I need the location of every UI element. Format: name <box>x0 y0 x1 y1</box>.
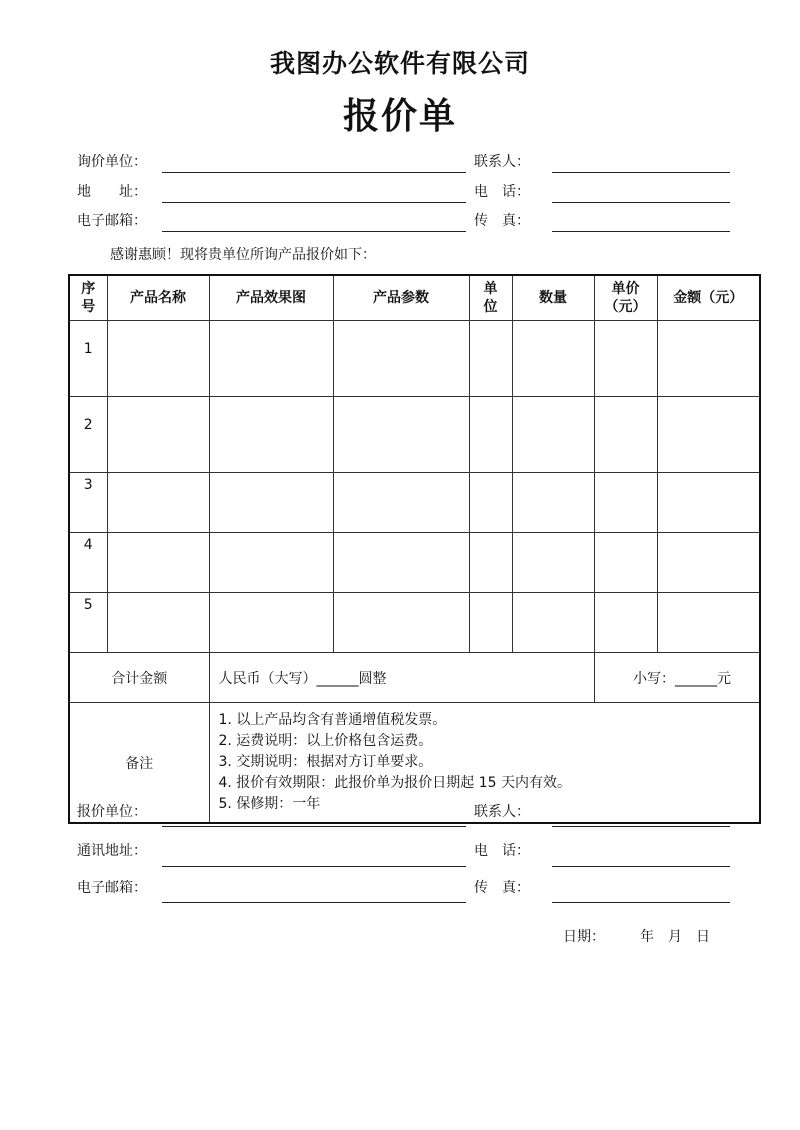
amount-cell[interactable] <box>657 593 760 653</box>
contact-label: 联系人： <box>474 154 530 170</box>
address-label: 地 址： <box>77 184 147 200</box>
total-label: 合计金额 <box>69 653 209 703</box>
product-name-cell[interactable] <box>107 473 209 533</box>
table-row <box>69 321 760 397</box>
footer-address-field[interactable] <box>162 866 466 867</box>
quote-table <box>68 274 761 824</box>
fax-field[interactable] <box>552 231 730 232</box>
price-cell[interactable] <box>594 321 657 397</box>
unit-cell[interactable] <box>469 321 512 397</box>
row-index: 3 <box>69 473 107 533</box>
amount-cell[interactable] <box>657 397 760 473</box>
col-qty-header: 数量 <box>512 275 594 321</box>
table-row <box>69 533 760 593</box>
remark-line: 3. 交期说明：根据对方订单要求。 <box>218 754 433 770</box>
total-row <box>69 653 760 703</box>
row-index: 4 <box>69 533 107 593</box>
qty-cell[interactable] <box>512 593 594 653</box>
row-index: 5 <box>69 593 107 653</box>
remark-row <box>69 703 760 824</box>
col-name-header: 产品名称 <box>107 275 209 321</box>
footer-email-label: 电子邮箱： <box>77 880 147 896</box>
date-field[interactable]: 日期： 年 月 日 <box>563 929 710 945</box>
footer-fax-label: 传 真： <box>474 880 530 896</box>
quote-unit-field[interactable] <box>162 826 466 827</box>
company-name: 我图办公软件有限公司 <box>269 49 530 78</box>
col-params-header: 产品参数 <box>333 275 469 321</box>
product-name-cell[interactable] <box>107 593 209 653</box>
product-params-cell[interactable] <box>333 593 469 653</box>
phone-label: 电 话： <box>474 184 530 200</box>
price-cell[interactable] <box>594 473 657 533</box>
product-params-cell[interactable] <box>333 533 469 593</box>
product-params-cell[interactable] <box>333 397 469 473</box>
footer-contact-label: 联系人： <box>474 804 530 820</box>
price-cell[interactable] <box>594 533 657 593</box>
total-rmb-field[interactable]: 人民币（大写）______圆整 <box>209 653 594 703</box>
document-title: 报价单 <box>342 96 457 137</box>
remark-line: 4. 报价有效期限：此报价单为报价日期起 15 天内有效。 <box>218 775 572 791</box>
qty-cell[interactable] <box>512 397 594 473</box>
quote-unit-label: 报价单位： <box>77 804 147 820</box>
product-name-cell[interactable] <box>107 321 209 397</box>
product-image-cell[interactable] <box>209 473 333 533</box>
footer-email-field[interactable] <box>162 902 466 903</box>
amount-cell[interactable] <box>657 533 760 593</box>
intro-text: 感谢惠顾！现将贵单位所询产品报价如下： <box>110 247 376 263</box>
footer-address-label: 通讯地址： <box>77 843 147 859</box>
qty-cell[interactable] <box>512 533 594 593</box>
col-image-header: 产品效果图 <box>209 275 333 321</box>
remark-line: 1. 以上产品均含有普通增值税发票。 <box>218 712 447 728</box>
qty-cell[interactable] <box>512 321 594 397</box>
footer-phone-label: 电 话： <box>474 843 530 859</box>
footer-contact-field[interactable] <box>552 826 730 827</box>
remark-line: 2. 运费说明：以上价格包含运费。 <box>218 733 433 749</box>
qty-cell[interactable] <box>512 473 594 533</box>
col-price-header: 单价 （元） <box>594 275 657 321</box>
inquiry-unit-label: 询价单位： <box>77 154 147 170</box>
unit-cell[interactable] <box>469 473 512 533</box>
product-name-cell[interactable] <box>107 533 209 593</box>
unit-cell[interactable] <box>469 593 512 653</box>
unit-cell[interactable] <box>469 533 512 593</box>
price-cell[interactable] <box>594 593 657 653</box>
contact-field[interactable] <box>552 172 730 173</box>
amount-cell[interactable] <box>657 321 760 397</box>
product-image-cell[interactable] <box>209 593 333 653</box>
price-cell[interactable] <box>594 397 657 473</box>
email-label: 电子邮箱： <box>77 213 147 229</box>
table-row <box>69 397 760 473</box>
address-field[interactable] <box>162 202 466 203</box>
remark-label: 备注 <box>69 703 209 824</box>
footer-phone-field[interactable] <box>552 866 730 867</box>
footer-fax-field[interactable] <box>552 902 730 903</box>
col-amount-header: 金额（元） <box>657 275 760 321</box>
row-index: 2 <box>69 397 107 473</box>
table-row <box>69 593 760 653</box>
product-name-cell[interactable] <box>107 397 209 473</box>
unit-cell[interactable] <box>469 397 512 473</box>
phone-field[interactable] <box>552 202 730 203</box>
col-unit-header: 单 位 <box>469 275 512 321</box>
table-header-row <box>69 275 760 321</box>
amount-cell[interactable] <box>657 473 760 533</box>
remark-line: 5. 保修期：一年 <box>218 796 321 812</box>
product-params-cell[interactable] <box>333 473 469 533</box>
email-field[interactable] <box>162 231 466 232</box>
table-row <box>69 473 760 533</box>
total-small-field[interactable]: 小写：______元 <box>594 653 760 703</box>
inquiry-unit-field[interactable] <box>162 172 466 173</box>
product-image-cell[interactable] <box>209 321 333 397</box>
product-params-cell[interactable] <box>333 321 469 397</box>
col-seq-header: 序 号 <box>69 275 107 321</box>
product-image-cell[interactable] <box>209 533 333 593</box>
fax-label: 传 真： <box>474 213 530 229</box>
product-image-cell[interactable] <box>209 397 333 473</box>
row-index: 1 <box>69 321 107 397</box>
